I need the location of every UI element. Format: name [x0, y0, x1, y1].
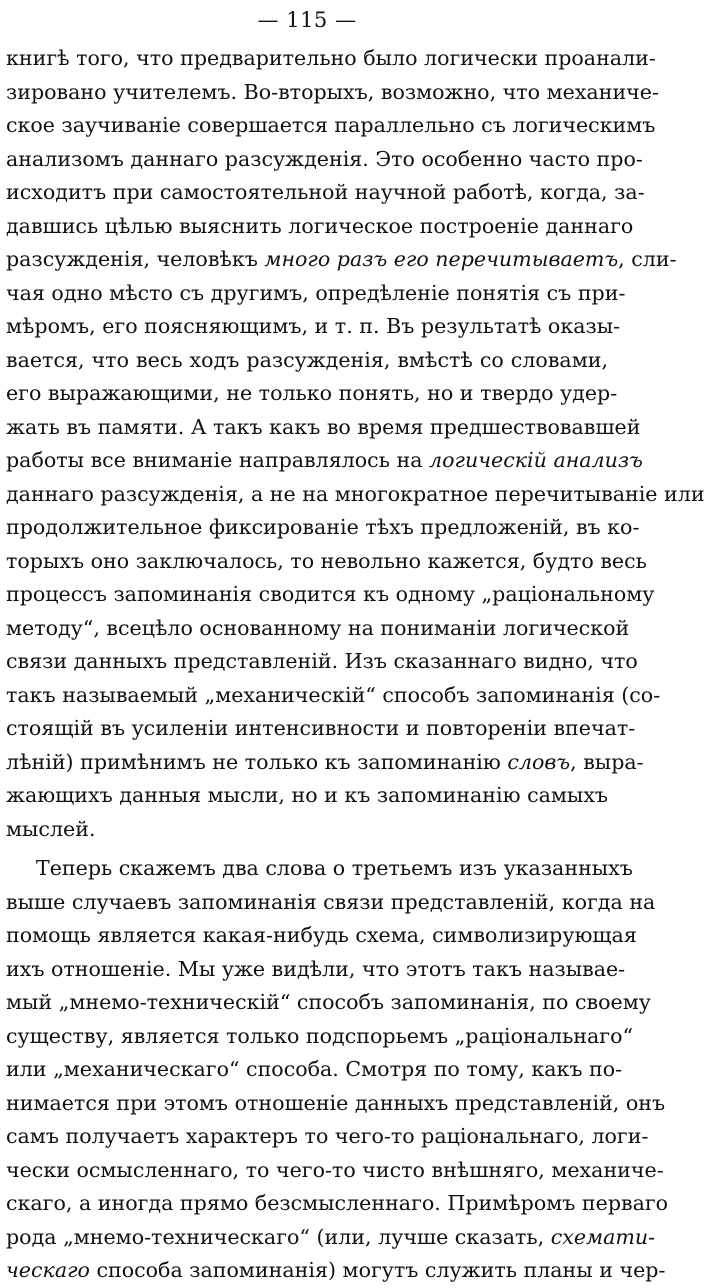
text-line: или „механическаго“ способа. Смотря по тому, какъ по-: [6, 1057, 623, 1081]
text-line: самъ получаетъ характеръ то чего-то раціональнаго, логи-: [6, 1124, 649, 1148]
text-line: чески осмысленнаго, то чего-то чисто внѣшняго, механиче-: [6, 1157, 664, 1182]
text-line: такъ называемый „механическій“ способъ запоминанія (со-: [6, 682, 661, 707]
paragraph: [6, 852, 669, 1288]
paragraph: [6, 42, 705, 846]
text-line: торыхъ оно заключалось, то невольно кажется, будто весь: [6, 548, 647, 573]
text-line: жать въ памяти. А такъ какъ во время предшествовавшей: [6, 414, 641, 439]
text-line: мѣромъ, его поясняющимъ, и т. п. Въ результатѣ оказы-: [6, 314, 621, 338]
italic-emphasis: схемати-: [550, 1224, 656, 1249]
text-line: продолжительное фиксированіе тѣхъ предложеній, въ ко-: [6, 515, 640, 539]
text-line: книгѣ того, что предварительно было логически проанали-: [6, 46, 656, 70]
italic-emphasis: словъ: [507, 749, 571, 774]
text-line: рода „мнемо-техническаго“ (или, лучше сказать, схемати-: [6, 1224, 656, 1249]
body-text: [6, 42, 705, 1288]
text-line: даннаго разсужденія, а не на многократное перечитываніе или: [6, 481, 705, 506]
text-line: чая одно мѣсто съ другимъ, опредѣленіе понятія съ при-: [6, 280, 626, 305]
text-line: давшись цѣлью выяснить логическое построеніе даннаго: [6, 213, 634, 238]
text-line: ческаго способа запоминанія) могутъ служить планы и чер-: [6, 1258, 666, 1282]
text-line: работы все вниманіе направлялось на логическій анализъ: [6, 448, 643, 472]
text-line: нимается при этомъ отношеніе данныхъ представленій, онъ: [6, 1090, 666, 1115]
text-line: Теперь скажемъ два слова о третьемъ изъ указанныхъ: [36, 856, 633, 880]
text-line: вается, что весь ходъ разсужденія, вмѣстѣ со словами,: [6, 347, 608, 372]
italic-emphasis: ческаго: [6, 1258, 90, 1282]
italic-emphasis: много разъ его перечитываетъ: [264, 247, 619, 271]
text-line: связи данныхъ представленій. Изъ сказаннаго видно, что: [6, 649, 638, 673]
text-line: ское заучиваніе совершается параллельно съ логическимъ: [6, 113, 656, 137]
text-line: зировано учителемъ. Во-вторыхъ, возможно, что механиче-: [6, 79, 659, 104]
text-line: существу, является только подспорьемъ „раціональнаго“: [6, 1023, 634, 1048]
text-line: процессъ запоминанія сводится къ одному „раціональному: [6, 582, 655, 606]
text-line: помощь является какая-нибудь схема, символизирующая: [6, 923, 637, 947]
text-line: мый „мнемо-техническій“ способъ запоминанія, по своему: [6, 990, 651, 1014]
text-line: лѣній) примѣнимъ не только къ запоминанію словъ, выра-: [6, 749, 644, 774]
text-line: скаго, а иногда прямо безсмысленнаго. Примѣромъ перваго: [6, 1191, 669, 1215]
text-line: выше случаевъ запоминанія связи представленій, когда на: [6, 889, 656, 914]
text-line: ихъ отношеніе. Мы уже видѣли, что этотъ такъ называе-: [6, 956, 626, 981]
text-line: жающихъ данныя мысли, но и къ запоминанію самыхъ: [6, 783, 609, 807]
text-line: стоящій въ усиленіи интенсивности и повтореніи впечат-: [6, 716, 636, 740]
italic-emphasis: логическій анализъ: [429, 448, 643, 472]
text-line: разсужденія, человѣкъ много разъ его перечитываетъ, сли-: [6, 247, 677, 271]
text-line: его выражающими, не только понять, но и твердо удер-: [6, 381, 618, 405]
text-line: мыслей.: [6, 816, 96, 841]
text-line: методу“, всецѣло основанному на пониманіи логической: [6, 615, 630, 640]
text-line: исходитъ при самостоятельной научной работѣ, когда, за-: [6, 180, 645, 204]
page-number: — 115 —: [257, 8, 357, 32]
text-line: анализомъ даннаго разсужденія. Это особенно часто про-: [6, 146, 643, 171]
